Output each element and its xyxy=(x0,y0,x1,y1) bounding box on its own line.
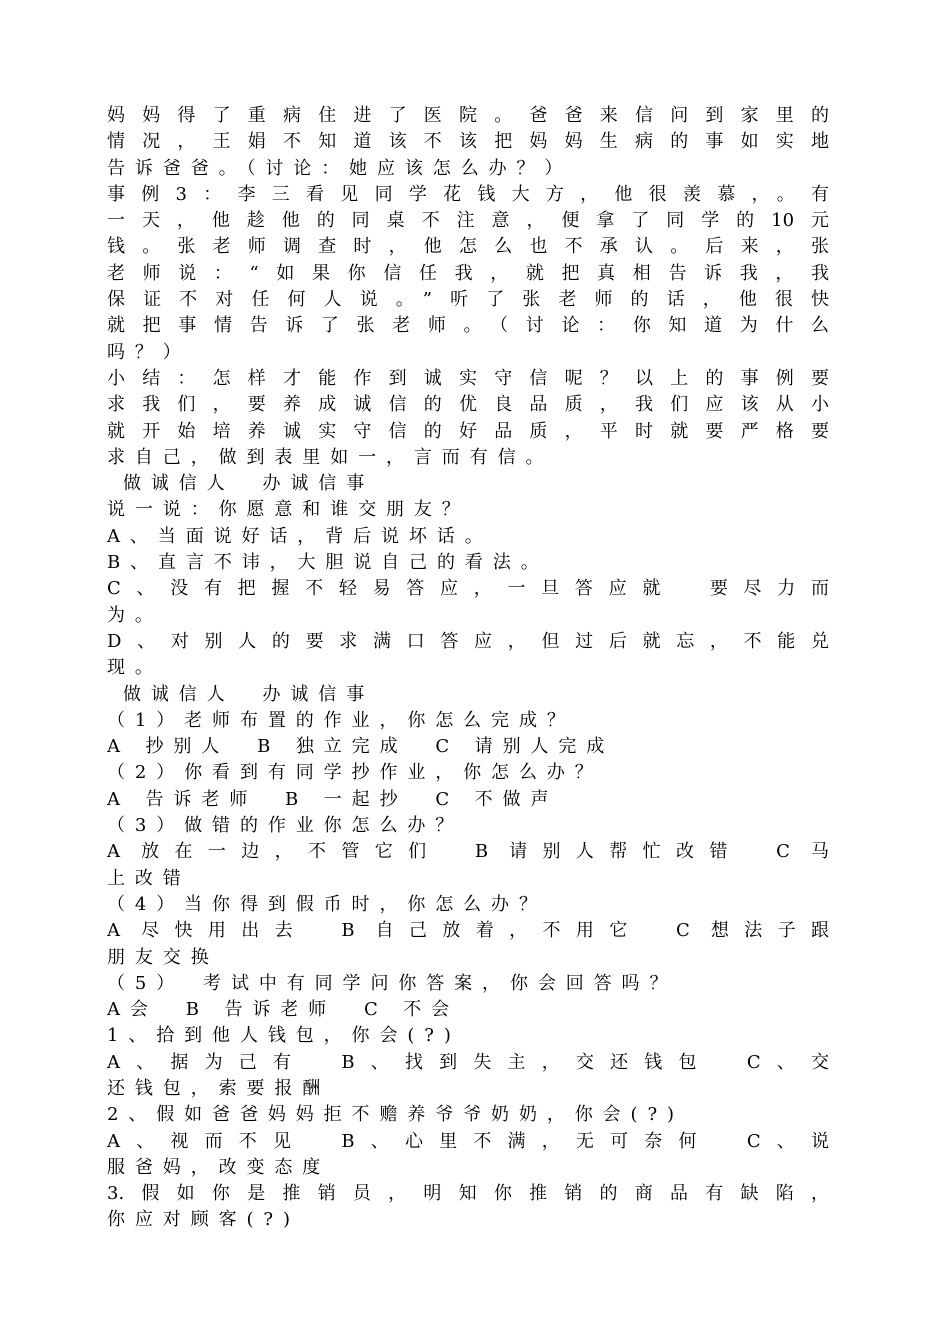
text-line: C、没有把握不轻易答应，一旦答应就 要尽力而 xyxy=(107,578,829,600)
text-line: A 告诉老师 B 一起抄 C 不做声 xyxy=(107,788,559,810)
text-line: 求我们，要养成诚信的优良品质，我们应该从小 xyxy=(107,394,829,416)
text-line: 还钱包，索要报酬 xyxy=(107,1077,331,1099)
text-line: 钱。张老师调查时，他怎么也不承认。后来，张 xyxy=(107,236,829,258)
text-line: A、据为己有 B、找到失主，交还钱包 C、交 xyxy=(107,1051,829,1073)
text-line: 吗？） xyxy=(107,341,191,363)
text-line: （1）老师布置的作业，你怎么完成？ xyxy=(107,709,575,731)
text-line: 现。 xyxy=(107,657,163,679)
text-line: 做诚信人 办诚信事 xyxy=(123,473,375,495)
text-line: 做诚信人 办诚信事 xyxy=(123,683,375,705)
text-line: 服爸妈，改变态度 xyxy=(107,1156,331,1178)
text-line: 你应对顾客(?) xyxy=(107,1209,300,1231)
text-line: A 放在一边，不管它们 B 请别人帮忙改错 C 马 xyxy=(107,841,829,863)
text-line: 就开始培养诚实守信的好品质，平时就要严格要 xyxy=(107,420,829,442)
text-line: A会 B 告诉老师 C 不会 xyxy=(107,999,460,1021)
text-line: 1、拾到他人钱包，你会(?) xyxy=(107,1025,461,1047)
text-line: （5） 考试中有同学问你答案，你会回答吗？ xyxy=(107,972,678,994)
text-line: 事例3：李三看见同学花钱大方，他很羡慕，。有 xyxy=(107,183,829,205)
document-body xyxy=(107,103,829,1234)
text-line: 为。 xyxy=(107,604,163,626)
text-line: （4）当你得到假币时，你怎么办？ xyxy=(107,893,547,915)
text-line: 告诉爸爸。（讨论：她应该怎么办？） xyxy=(107,157,573,179)
text-line: 小结：怎样才能作到诚实守信呢？以上的事例要 xyxy=(107,367,829,389)
text-line: A、当面说好话，背后说坏话。 xyxy=(107,525,493,547)
text-line: 朋友交换 xyxy=(107,946,219,968)
text-line: D、对别人的要求满口答应，但过后就忘，不能兑 xyxy=(107,630,829,652)
text-line: A、视而不见 B、心里不满，无可奈何 C、说 xyxy=(107,1130,829,1152)
text-line: 保证不对任何人说。”听了张老师的话，他很快 xyxy=(107,289,829,311)
text-line: 老师说：“如果你信任我，就把真相告诉我，我 xyxy=(107,262,829,284)
text-line: A 尽快用出去 B 自己放着，不用它 C 想法子跟 xyxy=(107,920,829,942)
text-line: A 抄别人 B 独立完成 C 请别人完成 xyxy=(107,736,615,758)
text-line: 上改错 xyxy=(107,867,191,889)
text-line: 求自己，做到表里如一，言而有信。 xyxy=(107,446,554,468)
text-line: 妈妈得了重病住进了医院。爸爸来信问到家里的 xyxy=(107,105,829,126)
text-line: B、直言不讳，大胆说自己的看法。 xyxy=(107,552,549,574)
text-line: 2、假如爸爸妈妈拒不赡养爷爷奶奶，你会(?) xyxy=(107,1104,684,1126)
text-line: 一天，他趁他的同桌不注意，便拿了同学的10元 xyxy=(107,210,829,232)
text-line: 3.假如你是推销员，明知你推销的商品有缺陷， xyxy=(107,1183,829,1205)
text-line: 情况，王娟不知道该不该把妈妈生病的事如实地 xyxy=(107,131,829,153)
text-line: 说一说：你愿意和谁交朋友？ xyxy=(107,499,470,521)
text-line: （2）你看到有同学抄作业，你怎么办？ xyxy=(107,762,603,784)
text-line: 就把事情告诉了张老师。（讨论：你知道为什么 xyxy=(107,315,829,337)
text-line: （3）做错的作业你怎么办？ xyxy=(107,815,464,837)
